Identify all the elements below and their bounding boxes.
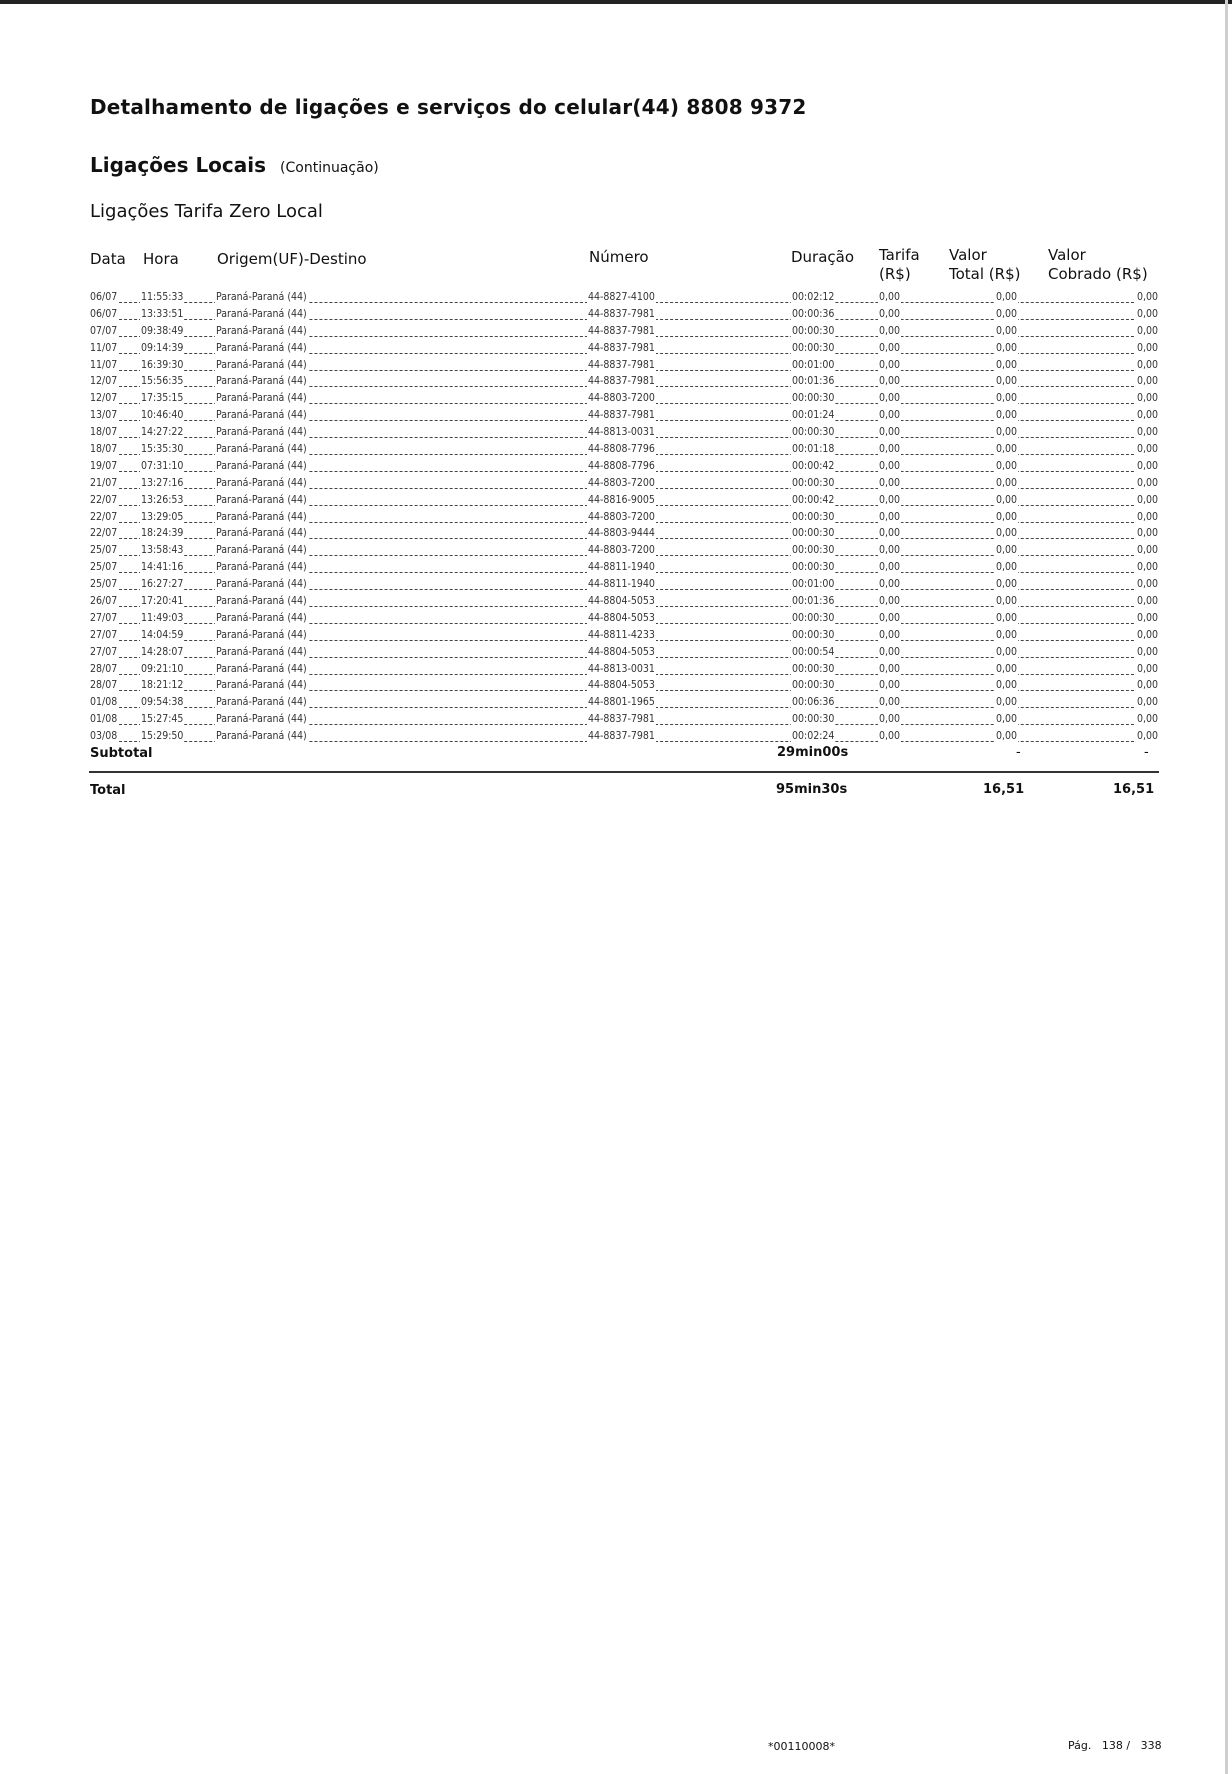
cell-date: 07/07 [90,324,118,337]
cell-origin: Paraná-Paraná (44) [216,713,307,726]
table-row [89,391,1159,408]
cell-duration: 00:02:12 [792,291,835,303]
header-duracao: Duração [791,248,855,266]
cell-duration: 00:01:36 [792,595,835,608]
cell-valor-cobrado: 0,00 [1136,595,1158,608]
cell-valor-cobrado: 0,00 [1136,713,1158,726]
cell-time: 13:26:53 [141,493,184,506]
cell-valor-total: 0,00 [996,662,1018,675]
cell-number: 44-8811-1940 [588,561,655,574]
cell-origin: Paraná-Paraná (44) [216,392,307,405]
cell-time: 09:14:39 [141,341,184,354]
cell-number: 44-8813-0031 [588,426,655,439]
barcode-text: *00110008* [768,1740,835,1753]
cell-origin: Paraná-Paraná (44) [216,426,307,439]
table-row [89,493,1159,510]
table-row [89,628,1159,645]
cell-number: 44-8837-7981 [588,324,655,337]
cell-date: 12/07 [90,392,118,405]
cell-time: 09:21:10 [141,662,184,675]
cell-valor-total: 0,00 [996,358,1018,371]
cell-valor-total: 0,00 [996,324,1018,337]
cell-tarifa: 0,00 [879,578,901,591]
cell-duration: 00:01:24 [792,409,835,422]
cell-tarifa: 0,00 [879,527,901,540]
cell-tarifa: 0,00 [879,510,901,523]
cell-valor-total: 0,00 [996,307,1018,320]
cell-origin: Paraná-Paraná (44) [216,679,307,692]
total-valor-cobrado: 16,51 [1113,782,1155,797]
cell-tarifa: 0,00 [879,409,901,422]
cell-origin: Paraná-Paraná (44) [216,662,307,675]
cell-valor-total: 0,00 [996,578,1018,591]
cell-number: 44-8803-7200 [588,476,655,489]
table-row [89,543,1159,560]
cell-duration: 00:00:30 [792,628,835,641]
cell-time: 13:33:51 [141,307,184,320]
cell-duration: 00:00:30 [792,662,835,675]
table-row [89,560,1159,577]
header-hora: Hora [143,250,179,268]
cell-duration: 00:00:30 [792,561,835,574]
page-separator: / [1126,1739,1131,1752]
total-duration: 95min30s [776,782,848,797]
cell-origin: Paraná-Paraná (44) [216,443,307,456]
total-label: Total [90,783,126,798]
cell-tarifa: 0,00 [879,459,901,472]
cell-number: 44-8811-1940 [588,578,655,591]
cell-date: 27/07 [90,645,118,658]
table-row [89,510,1159,527]
subtotal-valor-total: - [1016,745,1021,760]
cell-time: 16:27:27 [141,578,184,591]
table-row [89,594,1159,611]
cell-number: 44-8803-7200 [588,392,655,405]
table-row [89,358,1159,375]
cell-origin: Paraná-Paraná (44) [216,544,307,557]
cell-valor-total: 0,00 [996,595,1018,608]
cell-valor-total: 0,00 [996,696,1018,709]
cell-duration: 00:00:30 [792,510,835,523]
subtotal-label: Subtotal [90,746,153,761]
cell-number: 44-8808-7796 [588,443,655,456]
cell-duration: 00:00:36 [792,307,835,320]
cell-time: 15:29:50 [141,730,184,743]
cell-valor-cobrado: 0,00 [1136,392,1158,405]
subtotal-valor-cobrado: - [1144,745,1149,760]
page-current: 138 [1101,1739,1123,1752]
cell-valor-total: 0,00 [996,459,1018,472]
cell-valor-cobrado: 0,00 [1136,476,1158,489]
subsection-title: Ligações Tarifa Zero Local [90,201,323,222]
cell-valor-cobrado: 0,00 [1136,409,1158,422]
table-row [89,695,1159,712]
cell-duration: 00:01:18 [792,443,835,456]
cell-tarifa: 0,00 [879,426,901,439]
cell-number: 44-8804-5053 [588,611,655,624]
cell-valor-total: 0,00 [996,409,1018,422]
cell-tarifa: 0,00 [879,544,901,557]
cell-number: 44-8837-7981 [588,358,655,371]
cell-duration: 00:00:30 [792,611,835,624]
cell-valor-total: 0,00 [996,611,1018,624]
cell-valor-total: 0,00 [996,527,1018,540]
cell-date: 28/07 [90,679,118,692]
cell-valor-cobrado: 0,00 [1136,561,1158,574]
cell-origin: Paraná-Paraná (44) [216,493,307,506]
cell-valor-total: 0,00 [996,645,1018,658]
cell-valor-cobrado: 0,00 [1136,544,1158,557]
cell-tarifa: 0,00 [879,307,901,320]
cell-tarifa: 0,00 [879,392,901,405]
cell-time: 09:38:49 [141,324,184,337]
cell-duration: 00:00:30 [792,544,835,557]
cell-duration: 00:00:30 [792,426,835,439]
cell-time: 17:35:15 [141,392,184,405]
table-row [89,408,1159,425]
cell-duration: 00:01:00 [792,578,835,591]
cell-time: 14:41:16 [141,561,184,574]
page-label: Pág. [1068,1739,1092,1752]
page-title: Detalhamento de ligações e serviços do celular(44) 8808 9372 [90,95,807,119]
cell-valor-cobrado: 0,00 [1136,645,1158,658]
table-row [89,307,1159,324]
cell-valor-total: 0,00 [996,544,1018,557]
cell-date: 25/07 [90,561,118,574]
header-valor-total [949,246,1020,284]
cell-time: 14:27:22 [141,426,184,439]
cell-valor-cobrado: 0,00 [1136,730,1158,743]
cell-valor-cobrado: 0,00 [1136,679,1158,692]
cell-tarifa: 0,00 [879,324,901,337]
cell-date: 22/07 [90,493,118,506]
cell-number: 44-8803-9444 [588,527,655,540]
table-row [89,645,1159,662]
cell-date: 11/07 [90,358,118,371]
cell-origin: Paraná-Paraná (44) [216,628,307,641]
cell-number: 44-8803-7200 [588,510,655,523]
cell-valor-total: 0,00 [996,426,1018,439]
cell-duration: 00:00:30 [792,476,835,489]
cell-valor-cobrado: 0,00 [1136,307,1158,320]
total-valor-total: 16,51 [983,782,1025,797]
cell-date: 13/07 [90,409,118,422]
cell-date: 12/07 [90,375,118,388]
cell-time: 15:35:30 [141,443,184,456]
cell-origin: Paraná-Paraná (44) [216,730,307,743]
cell-date: 25/07 [90,578,118,591]
header-valor-total-line1: Valor [949,246,987,264]
cell-valor-total: 0,00 [996,375,1018,388]
header-tarifa [879,246,920,284]
cell-date: 21/07 [90,476,118,489]
cell-number: 44-8837-7981 [588,307,655,320]
header-numero: Número [589,248,649,266]
table-row [89,577,1159,594]
cell-time: 13:29:05 [141,510,184,523]
cell-valor-total: 0,00 [996,679,1018,692]
cell-valor-cobrado: 0,00 [1136,628,1158,641]
header-valor-cobrado-line1: Valor [1048,246,1086,264]
cell-time: 17:20:41 [141,595,184,608]
section-heading [90,153,379,177]
cell-time: 10:46:40 [141,409,184,422]
cell-tarifa: 0,00 [879,443,901,456]
cell-number: 44-8804-5053 [588,595,655,608]
cell-origin: Paraná-Paraná (44) [216,696,307,709]
table-row [89,442,1159,459]
header-valor-total-line2: Total (R$) [949,265,1021,283]
cell-origin: Paraná-Paraná (44) [216,358,307,371]
cell-number: 44-8827-4100 [588,291,655,303]
call-records-table [89,290,1159,746]
table-row [89,341,1159,358]
table-row [89,662,1159,679]
cell-number: 44-8811-4233 [588,628,655,641]
page-total: 338 [1140,1739,1162,1752]
cell-valor-cobrado: 0,00 [1136,443,1158,456]
cell-origin: Paraná-Paraná (44) [216,291,307,303]
cell-time: 18:24:39 [141,527,184,540]
cell-duration: 00:00:30 [792,713,835,726]
cell-time: 14:28:07 [141,645,184,658]
cell-tarifa: 0,00 [879,341,901,354]
cell-origin: Paraná-Paraná (44) [216,375,307,388]
cell-date: 03/08 [90,730,118,743]
cell-date: 25/07 [90,544,118,557]
cell-duration: 00:06:36 [792,696,835,709]
cell-time: 11:49:03 [141,611,184,624]
table-row [89,712,1159,729]
cell-number: 44-8804-5053 [588,645,655,658]
section-title: Ligações Locais [90,153,267,177]
cell-number: 44-8804-5053 [588,679,655,692]
cell-origin: Paraná-Paraná (44) [216,611,307,624]
cell-date: 26/07 [90,595,118,608]
table-row [89,476,1159,493]
cell-time: 09:54:38 [141,696,184,709]
cell-origin: Paraná-Paraná (44) [216,459,307,472]
cell-origin: Paraná-Paraná (44) [216,341,307,354]
cell-tarifa: 0,00 [879,645,901,658]
subtotal-duration: 29min00s [777,745,849,760]
cell-number: 44-8837-7981 [588,730,655,743]
header-valor-cobrado-line2: Cobrado (R$) [1048,265,1148,283]
cell-valor-total: 0,00 [996,341,1018,354]
cell-tarifa: 0,00 [879,679,901,692]
cell-time: 11:55:33 [141,291,184,303]
cell-duration: 00:01:00 [792,358,835,371]
cell-date: 27/07 [90,628,118,641]
cell-valor-cobrado: 0,00 [1136,493,1158,506]
cell-duration: 00:00:30 [792,527,835,540]
cell-origin: Paraná-Paraná (44) [216,324,307,337]
header-origem: Origem(UF)-Destino [217,250,367,268]
cell-tarifa: 0,00 [879,561,901,574]
cell-date: 28/07 [90,662,118,675]
cell-number: 44-8808-7796 [588,459,655,472]
cell-duration: 00:00:30 [792,341,835,354]
scan-right-edge [1225,0,1228,1774]
cell-tarifa: 0,00 [879,291,901,303]
section-note: (Continuação) [280,160,379,176]
cell-date: 01/08 [90,713,118,726]
cell-valor-cobrado: 0,00 [1136,324,1158,337]
cell-valor-total: 0,00 [996,443,1018,456]
cell-valor-total: 0,00 [996,392,1018,405]
cell-date: 06/07 [90,307,118,320]
cell-valor-total: 0,00 [996,510,1018,523]
cell-duration: 00:00:30 [792,679,835,692]
cell-valor-total: 0,00 [996,493,1018,506]
cell-origin: Paraná-Paraná (44) [216,527,307,540]
cell-valor-cobrado: 0,00 [1136,611,1158,624]
table-row [89,611,1159,628]
scan-top-border [0,0,1232,4]
table-row [89,425,1159,442]
cell-origin: Paraná-Paraná (44) [216,578,307,591]
cell-tarifa: 0,00 [879,611,901,624]
cell-time: 18:21:12 [141,679,184,692]
cell-valor-cobrado: 0,00 [1136,662,1158,675]
cell-number: 44-8813-0031 [588,662,655,675]
cell-tarifa: 0,00 [879,476,901,489]
cell-valor-total: 0,00 [996,713,1018,726]
cell-valor-cobrado: 0,00 [1136,426,1158,439]
cell-date: 19/07 [90,459,118,472]
cell-tarifa: 0,00 [879,713,901,726]
cell-tarifa: 0,00 [879,696,901,709]
cell-valor-cobrado: 0,00 [1136,358,1158,371]
cell-valor-cobrado: 0,00 [1136,578,1158,591]
cell-origin: Paraná-Paraná (44) [216,307,307,320]
cell-time: 13:58:43 [141,544,184,557]
table-row [89,290,1159,307]
cell-time: 13:27:16 [141,476,184,489]
cell-duration: 00:00:30 [792,324,835,337]
cell-origin: Paraná-Paraná (44) [216,409,307,422]
table-row [89,374,1159,391]
table-row [89,526,1159,543]
cell-number: 44-8801-1965 [588,696,655,709]
cell-valor-total: 0,00 [996,628,1018,641]
header-tarifa-line2: (R$) [879,265,911,283]
page-number [1068,1739,1162,1752]
cell-valor-cobrado: 0,00 [1136,341,1158,354]
cell-duration: 00:00:42 [792,459,835,472]
cell-valor-cobrado: 0,00 [1136,527,1158,540]
cell-valor-cobrado: 0,00 [1136,291,1158,303]
cell-origin: Paraná-Paraná (44) [216,561,307,574]
cell-tarifa: 0,00 [879,595,901,608]
cell-tarifa: 0,00 [879,358,901,371]
cell-number: 44-8837-7981 [588,375,655,388]
cell-tarifa: 0,00 [879,493,901,506]
cell-number: 44-8837-7981 [588,341,655,354]
cell-valor-total: 0,00 [996,476,1018,489]
cell-valor-cobrado: 0,00 [1136,375,1158,388]
header-data: Data [90,250,126,268]
cell-duration: 00:01:36 [792,375,835,388]
table-row [89,459,1159,476]
cell-tarifa: 0,00 [879,662,901,675]
cell-duration: 00:02:24 [792,730,835,743]
header-tarifa-line1: Tarifa [879,246,920,264]
cell-origin: Paraná-Paraná (44) [216,595,307,608]
cell-number: 44-8803-7200 [588,544,655,557]
cell-date: 22/07 [90,510,118,523]
cell-time: 15:56:35 [141,375,184,388]
cell-number: 44-8816-9005 [588,493,655,506]
table-row [89,678,1159,695]
table-row [89,324,1159,341]
cell-time: 14:04:59 [141,628,184,641]
cell-date: 18/07 [90,426,118,439]
cell-tarifa: 0,00 [879,375,901,388]
cell-origin: Paraná-Paraná (44) [216,476,307,489]
cell-valor-cobrado: 0,00 [1136,696,1158,709]
cell-duration: 00:00:42 [792,493,835,506]
cell-origin: Paraná-Paraná (44) [216,510,307,523]
cell-tarifa: 0,00 [879,730,901,743]
cell-tarifa: 0,00 [879,628,901,641]
cell-time: 16:39:30 [141,358,184,371]
cell-duration: 00:00:30 [792,392,835,405]
table-row [89,729,1159,746]
cell-date: 11/07 [90,341,118,354]
cell-time: 15:27:45 [141,713,184,726]
cell-date: 27/07 [90,611,118,624]
cell-number: 44-8837-7981 [588,409,655,422]
cell-valor-total: 0,00 [996,730,1018,743]
cell-valor-cobrado: 0,00 [1136,459,1158,472]
header-valor-cobrado [1048,246,1148,284]
cell-time: 07:31:10 [141,459,184,472]
cell-valor-total: 0,00 [996,561,1018,574]
cell-date: 06/07 [90,291,118,303]
cell-date: 01/08 [90,696,118,709]
cell-origin: Paraná-Paraná (44) [216,645,307,658]
cell-date: 18/07 [90,443,118,456]
total-divider [89,771,1159,773]
cell-date: 22/07 [90,527,118,540]
cell-valor-total: 0,00 [996,291,1018,303]
cell-duration: 00:00:54 [792,645,835,658]
cell-number: 44-8837-7981 [588,713,655,726]
cell-valor-cobrado: 0,00 [1136,510,1158,523]
